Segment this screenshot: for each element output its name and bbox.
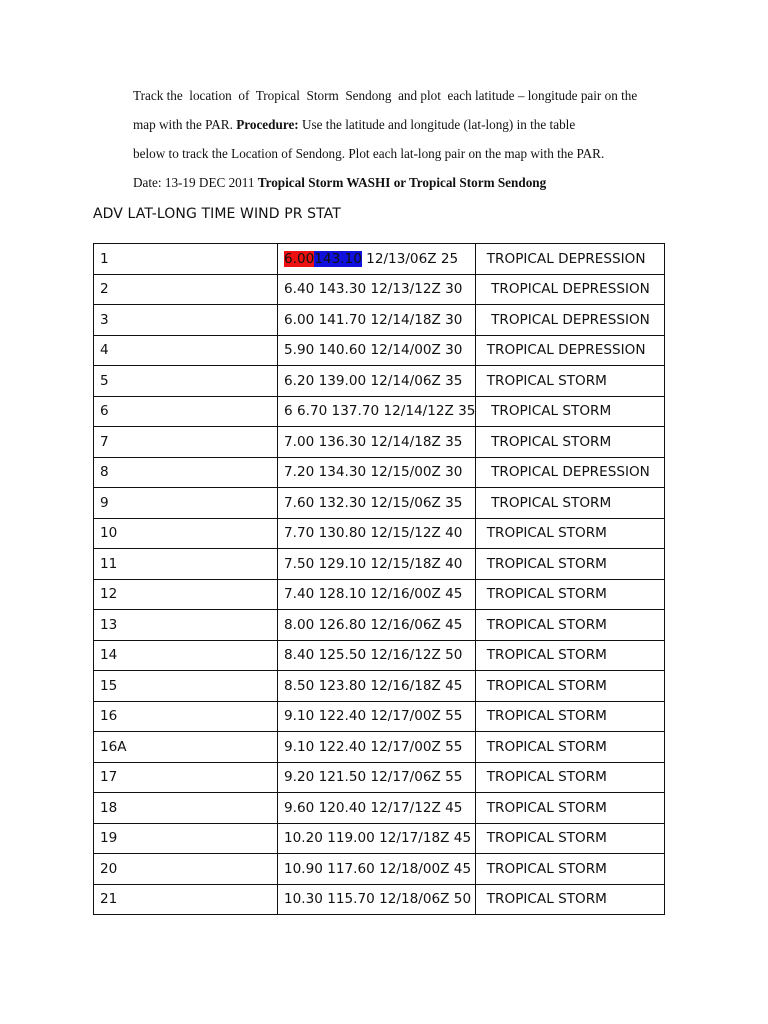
- data-cell: 5.90 140.60 12/14/00Z 30: [278, 335, 476, 366]
- table-row: [94, 701, 665, 732]
- data-cell: 10.30 115.70 12/18/06Z 50: [278, 884, 476, 915]
- procedure-label: Procedure:: [236, 117, 299, 132]
- status-cell: TROPICAL DEPRESSION: [476, 274, 665, 305]
- table-row: [94, 823, 665, 854]
- adv-cell: 15: [94, 671, 278, 702]
- intro-line-2-prefix: map with the PAR.: [133, 117, 237, 132]
- data-cell: 8.40 125.50 12/16/12Z 50: [278, 640, 476, 671]
- table-header-text: ADV LAT-LONG TIME WIND PR STAT: [93, 206, 341, 222]
- status-cell: TROPICAL STORM: [476, 823, 665, 854]
- adv-cell: 20: [94, 854, 278, 885]
- table-row: [94, 854, 665, 885]
- intro-line-3: below to track the Location of Sendong. Plot each lat-long pair on the map with the PAR.: [133, 146, 605, 161]
- status-cell: TROPICAL STORM: [476, 488, 665, 519]
- data-cell: 7.40 128.10 12/16/00Z 45: [278, 579, 476, 610]
- table-row: [94, 488, 665, 519]
- adv-cell: 17: [94, 762, 278, 793]
- status-cell: TROPICAL STORM: [476, 701, 665, 732]
- data-cell: 7.70 130.80 12/15/12Z 40: [278, 518, 476, 549]
- data-cell: 7.50 129.10 12/15/18Z 40: [278, 549, 476, 580]
- adv-cell: 18: [94, 793, 278, 824]
- table-row: [94, 396, 665, 427]
- adv-cell: 16: [94, 701, 278, 732]
- adv-cell: 5: [94, 366, 278, 397]
- status-cell: TROPICAL STORM: [476, 549, 665, 580]
- status-cell: TROPICAL STORM: [476, 854, 665, 885]
- data-cell: 6.00 141.70 12/14/18Z 30: [278, 305, 476, 336]
- status-cell: TROPICAL STORM: [476, 671, 665, 702]
- status-cell: TROPICAL STORM: [476, 732, 665, 763]
- status-cell: TROPICAL STORM: [476, 610, 665, 641]
- data-cell: 10.20 119.00 12/17/18Z 45: [278, 823, 476, 854]
- table-row: [94, 793, 665, 824]
- data-cell: 8.00 126.80 12/16/06Z 45: [278, 610, 476, 641]
- table-row: [94, 305, 665, 336]
- status-cell: TROPICAL DEPRESSION: [476, 335, 665, 366]
- table-row: [94, 732, 665, 763]
- status-cell: TROPICAL STORM: [476, 579, 665, 610]
- data-cell: 6.20 139.00 12/14/06Z 35: [278, 366, 476, 397]
- adv-cell: 12: [94, 579, 278, 610]
- table-row: [94, 610, 665, 641]
- status-cell: TROPICAL STORM: [476, 884, 665, 915]
- data-cell: 9.20 121.50 12/17/06Z 55: [278, 762, 476, 793]
- data-cell: 7.00 136.30 12/14/18Z 35: [278, 427, 476, 458]
- adv-cell: 9: [94, 488, 278, 519]
- data-cell: 9.10 122.40 12/17/00Z 55: [278, 701, 476, 732]
- table-row: [94, 579, 665, 610]
- highlighted-longitude: 143.10: [314, 250, 362, 267]
- adv-cell: 16A: [94, 732, 278, 763]
- adv-cell: 21: [94, 884, 278, 915]
- intro-line-2-rest: Use the latitude and longitude (lat-long) in the table: [298, 117, 576, 132]
- storm-name: Tropical Storm WASHI or Tropical Storm Sendong: [257, 175, 547, 190]
- adv-cell: 2: [94, 274, 278, 305]
- adv-cell: 1: [94, 244, 278, 275]
- highlighted-latitude: 6.00: [284, 250, 315, 267]
- data-cell: 10.90 117.60 12/18/00Z 45: [278, 854, 476, 885]
- status-cell: TROPICAL STORM: [476, 640, 665, 671]
- table-row: [94, 762, 665, 793]
- table-row: [94, 244, 665, 275]
- data-cell: 6.40 143.30 12/13/12Z 30: [278, 274, 476, 305]
- data-cell: 9.10 122.40 12/17/00Z 55: [278, 732, 476, 763]
- data-cell: 9.60 120.40 12/17/12Z 45: [278, 793, 476, 824]
- intro-paragraph: [133, 81, 678, 197]
- storm-track-table: [93, 243, 665, 915]
- status-cell: TROPICAL DEPRESSION: [476, 244, 665, 275]
- data-cell: 6 6.70 137.70 12/14/12Z 35: [278, 396, 476, 427]
- table-row: [94, 427, 665, 458]
- table-row: [94, 518, 665, 549]
- intro-line-1-text: Track the location of Tropical Storm Sendong and plot each latitude – longitude pair on the: [133, 88, 638, 103]
- intro-line-2: [133, 110, 678, 139]
- data-cell: 8.50 123.80 12/16/18Z 45: [278, 671, 476, 702]
- table-row: [94, 366, 665, 397]
- data-rest: 12/13/06Z 25: [361, 250, 459, 267]
- adv-cell: 3: [94, 305, 278, 336]
- intro-line-1: [133, 81, 678, 110]
- data-cell: 7.60 132.30 12/15/06Z 35: [278, 488, 476, 519]
- data-cell: 7.20 134.30 12/15/00Z 30: [278, 457, 476, 488]
- adv-cell: 4: [94, 335, 278, 366]
- table-row: [94, 671, 665, 702]
- adv-cell: 11: [94, 549, 278, 580]
- date-text: Date: 13-19 DEC 2011: [133, 175, 258, 190]
- status-cell: TROPICAL STORM: [476, 366, 665, 397]
- adv-cell: 7: [94, 427, 278, 458]
- status-cell: TROPICAL DEPRESSION: [476, 305, 665, 336]
- table-row: [94, 335, 665, 366]
- data-cell: [278, 244, 476, 275]
- adv-cell: 13: [94, 610, 278, 641]
- table-row: [94, 549, 665, 580]
- adv-cell: 19: [94, 823, 278, 854]
- table-row: [94, 274, 665, 305]
- status-cell: TROPICAL STORM: [476, 793, 665, 824]
- adv-cell: 14: [94, 640, 278, 671]
- table-row: [94, 457, 665, 488]
- adv-cell: 10: [94, 518, 278, 549]
- status-cell: TROPICAL DEPRESSION: [476, 457, 665, 488]
- adv-cell: 6: [94, 396, 278, 427]
- table-row: [94, 640, 665, 671]
- adv-cell: 8: [94, 457, 278, 488]
- intro-line-4: [133, 168, 678, 197]
- table-row: [94, 884, 665, 915]
- status-cell: TROPICAL STORM: [476, 762, 665, 793]
- status-cell: TROPICAL STORM: [476, 427, 665, 458]
- status-cell: TROPICAL STORM: [476, 518, 665, 549]
- status-cell: TROPICAL STORM: [476, 396, 665, 427]
